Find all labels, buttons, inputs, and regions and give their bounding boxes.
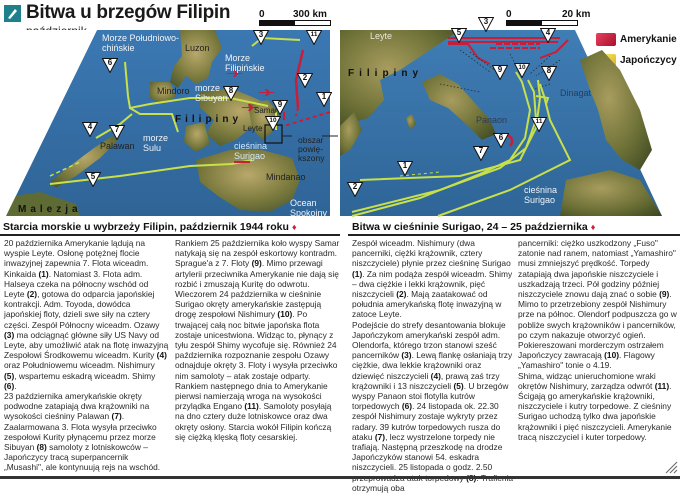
label-luzon: Luzon: [185, 43, 210, 53]
overview-map-caption: Starcia morskie u wybrzeży Filipin, październik 1944 roku ♦: [3, 221, 297, 233]
label-surigao-strait-right: cieśnina Surigao: [524, 185, 558, 205]
bullet-icon: ♦: [291, 222, 297, 232]
marker-number: 6: [107, 58, 113, 67]
paragraph: [175, 289, 340, 442]
reference-number: (6): [401, 401, 413, 412]
label-pacific-ocean: Ocean Spokojny: [290, 198, 328, 218]
paragraph: [4, 238, 169, 391]
reference-number: (9): [659, 289, 670, 300]
marker-number: 8: [546, 66, 552, 75]
reference-number: (5): [453, 380, 464, 391]
bullet-icon: ♦: [590, 222, 596, 232]
marker-number: 10: [269, 117, 277, 124]
caption-rule-left: [0, 234, 340, 236]
paragraph-text: , gotowa do odparcia japońskiej kontrakcji. Adm. Toyoda, dowódca japońskiej floty, dzieli swe siły na cztery części. Zespół Północny wiceadm. Ozawy: [4, 289, 160, 330]
label-philippines: Filipiny: [175, 114, 242, 125]
map-marker-7: [109, 125, 125, 140]
marker-number: 5: [90, 172, 96, 181]
marker-number: 9: [497, 65, 503, 74]
corner-hatch-icon: [664, 460, 678, 474]
paragraph-text: Zespół wiceadm. Nishimury (dwa pancerniki, ciężki krążownik, cztery niszczyciele) płynie przez cieśninę Surigao: [352, 238, 511, 269]
marker-number: 8: [228, 86, 234, 95]
paragraph-text: , wspartemu eskadrą wiceadm. Shimy: [14, 370, 156, 381]
marker-number: 5: [456, 28, 462, 37]
text-column-2: [175, 238, 340, 442]
paragraph-text: . Natomiast 3. Flota adm. Halseya czeka na północny wschód od Leyte: [4, 268, 149, 300]
marker-number: 11: [535, 118, 543, 125]
label-mindanao: Mindanao: [266, 172, 306, 182]
reference-number: (4): [156, 350, 167, 361]
marker-number: 7: [114, 125, 120, 134]
marker-number: 9: [277, 100, 283, 109]
paragraph-text: . Zaalarmowana 3. Flota wysyła przeciwko zespołowi Kurity płynącemu przez morze Sibuyan: [4, 411, 157, 453]
marker-number: 2: [302, 73, 308, 82]
label-palawan: Palawan: [100, 141, 135, 151]
reference-number: (10): [277, 309, 293, 320]
caption-rule-right: [348, 234, 680, 236]
paragraph-text: . Za nim podąża zespół wiceadm. Shimy – dwa ciężkie i lekki krążownik, pięć niszczycieli: [352, 268, 513, 300]
paragraph: [4, 391, 169, 473]
paragraph-text: Wieczorem 24 października w cieśninie Surigao okręty amerykańskie zastępują drogę zespołowi Nishimury: [175, 289, 322, 320]
overview-map: [0, 0, 340, 220]
label-surigao-strait: cieśnina Surigao: [234, 141, 268, 161]
label-philippines-right: Filipiny: [348, 68, 423, 79]
map-marker-10: [265, 116, 281, 131]
surigao-map-caption: Bitwa w cieśninie Surigao, 24 – 25 października ♦: [352, 221, 596, 233]
map-marker-4: [540, 28, 556, 43]
reference-number: (9): [251, 258, 262, 269]
reference-number: (10): [604, 350, 620, 361]
legend-item-americans: Amerykanie: [596, 33, 677, 46]
label-panaon: Panaon: [476, 115, 508, 125]
reference-number: (7): [374, 431, 386, 442]
paragraph-text: . Samoloty posyłają na dno cztery duże lotniskowce oraz dwa okręty osłony. Starcia wokół Filipin kończą się ciężką klęską floty cesarskiej.: [175, 401, 332, 442]
paragraph-text: samoloty z lotniskowców – Japończycy tracą superpancernik „Musashi", ale kontynuują rejs na wschód.: [4, 442, 161, 473]
paragraph-text: Shima, widząc unieruchomione wraki okrętów Nishimury, zarządza odwrót: [518, 370, 656, 391]
map-marker-3: [478, 17, 494, 32]
marker-number: 4: [545, 28, 551, 37]
reference-number: (11): [654, 380, 670, 391]
marker-number: 3: [483, 17, 489, 26]
map-marker-8: [223, 86, 239, 101]
reference-number: (2): [396, 289, 407, 300]
label-samar: Samar: [254, 106, 278, 115]
paragraph-text: . Lewą flankę osłaniają trzy ciężkie, dwa lekkie krążowniki oraz dziewięć niszczycieli: [352, 350, 513, 381]
text-column-1: [4, 238, 169, 473]
label-mindoro: Mindoro: [157, 86, 190, 96]
text-column-4: [518, 238, 678, 442]
paragraph-text: ma odciągnąć główne siły US Navy od Leyte, aby umożliwić atak na flotę inwazyjną Zespołowi Środkowemu wiceadm. Kurity: [4, 329, 169, 361]
paragraph-text: , lecz wystrzelone torpedy nie trafiają. Następną przeszkodę na drodze Japończyków stanowi 54. eskadra niszczycieli. 25 listopada o godz. 2.50: [352, 431, 503, 473]
map-marker-9: [272, 100, 288, 115]
reference-number: (6): [4, 380, 15, 391]
map-marker-11: [306, 30, 322, 45]
map-marker-1: [397, 161, 413, 176]
map-marker-5: [451, 28, 467, 43]
paragraph-text: . Mimo to przetrzebiony zespół Nishimury prze na północ. Olendorf podpuszcza go w pobliże swych krążowników i pancerników, po czym nakazuje otworzyć ogień. Pokiereszowani morderczym ostrzałem Japończycy zawracają: [518, 289, 677, 361]
reference-number: (3): [401, 350, 412, 361]
label-zoomed-area: obszar powię- kszony: [298, 135, 325, 163]
left-scale-end: 300 km: [293, 9, 327, 20]
map-marker-5: [85, 172, 101, 187]
paragraph: [352, 238, 514, 320]
reference-number: (7): [111, 411, 122, 422]
map-marker-2: [347, 182, 363, 197]
marker-number: 11: [310, 31, 318, 38]
reference-number: (3): [4, 329, 15, 340]
paragraph: [518, 238, 678, 371]
marker-number: 10: [518, 64, 526, 71]
map-marker-7: [473, 146, 489, 161]
paragraph: [518, 371, 678, 442]
paragraph-text: otrzymują oba: [352, 482, 405, 493]
paragraph-text: . Mimo przewagi artylerii przeciwnika Amerykanie nie dają się rozbić i zmuszają Kuritę do odwrotu.: [175, 258, 339, 289]
map-marker-3: [253, 30, 269, 45]
map-marker-9: [492, 65, 508, 80]
map-marker-8: [541, 66, 557, 81]
reference-number: (8): [36, 442, 47, 453]
reference-number: (1): [352, 268, 363, 279]
paragraph-text: , prawą zaś trzy krążowniki i 13 niszczycieli: [352, 370, 500, 391]
label-dinagat: Dinagat: [560, 88, 592, 98]
label-malaysia: Malezja: [18, 204, 82, 215]
paragraph-text: . U brzegów wyspy Panaon stoi flotylla kutrów torpedowych: [352, 380, 509, 412]
text-column-3: [352, 238, 514, 493]
right-scale-end: 20 km: [562, 9, 591, 20]
paragraph-text: . Ścigają go amerykańskie krążowniki, niszczyciele i kutry torpedowe. Z cieśniny Surigao uchodzą tylko dwa japońskie krążowniki i pięć niszczycieli. Amerykanie tracą niszczyciel i kuter torpedowy.: [518, 380, 672, 442]
paragraph: [175, 238, 340, 289]
marker-number: 6: [498, 133, 504, 142]
map-marker-11: [531, 117, 547, 132]
paragraph-text: .: [14, 380, 17, 391]
label-leyte-right: Leyte: [370, 31, 393, 41]
label-leyte: Leyte: [243, 124, 263, 133]
marker-number: 1: [321, 92, 327, 101]
paragraph-text: Rankiem 25 października koło wyspy Samar natykają się na zespół eskortowy kontradm. Sprague'a z 7. Floty: [175, 238, 340, 269]
paragraph-text: . 24 listopada ok. 22.30 zespół Nishimury zostaje wykryty przez radary. 39 kutrów torpedowych rusza do ataku: [352, 401, 501, 442]
marker-number: 2: [352, 182, 358, 191]
paragraph-text: . Mają zaatakować od południa amerykańską flotę inwazyjną w zatoce Leyte.: [352, 289, 502, 320]
marker-number: 3: [258, 30, 264, 39]
reference-number: (1): [38, 268, 49, 279]
marker-number: 7: [478, 146, 484, 155]
map-marker-4: [82, 122, 98, 137]
map-marker-10: [514, 63, 530, 78]
map-marker-1: [316, 92, 332, 107]
label-sulu-sea: morze Sulu: [143, 133, 169, 153]
paragraph-text: oraz Południowemu wiceadm. Nishimury: [4, 360, 155, 371]
marker-number: 4: [87, 122, 93, 131]
paragraph-text: . Po trwającej całą noc bitwie japońska flota zostaje unicestwiona. Widząc to, płynący z tyłu zespół Shimy wycofuje się. Również 24 października rozpoznanie zespołu Ozawy odnajduje okręty 3. Floty i wysyła przeciwko nim samoloty – atak zostaje odparty. Rankiem następnego dnia to Amerykanie pierwsi namierzają wroga na wysokości przylądka Engano: [175, 309, 338, 412]
right-scale-start: 0: [506, 9, 512, 20]
reference-number: (11): [244, 401, 259, 412]
reference-number: (5): [4, 370, 15, 381]
map-marker-6: [493, 133, 509, 148]
paragraph: [352, 320, 514, 493]
reference-number: (4): [430, 370, 441, 381]
legend-item-japanese: Japończycy: [596, 54, 677, 67]
left-scale-start: 0: [259, 9, 265, 20]
marker-number: 1: [402, 161, 408, 170]
paragraph-text: Podejście do strefy desantowania blokuje Japończykom amerykański zespół adm. Olendorfa, którego trzon stanowi sześć pancerników: [352, 319, 506, 361]
map-marker-6: [102, 58, 118, 73]
label-south-china-sea: Morze Południowo- chińskie: [102, 33, 180, 53]
label-philippine-sea: Morze Filipińskie: [225, 53, 265, 73]
map-marker-2: [297, 73, 313, 88]
paragraph-text: . Flagowy „Yamashiro" tonie o 4.19.: [518, 350, 655, 371]
paragraph-text: 20 października Amerykanie lądują na wyspie Leyte. Osłonę potężnej flocie inwazyjnej zapewnia 7. Flota wiceadm. Kinkaida: [4, 238, 149, 279]
label-sibuyan-sea: morze Sibuyan: [195, 83, 228, 103]
paragraph-text: pancerniki: ciężko uszkodzony „Fuso" zatonie nad ranem, natomiast „Yamashiro" musi zmniejszyć prędkość. Torpedy zatapiają dwa japońskie niszczyciele i uszkadzają trzeci. Pół godziny później niszczyciele znowu dają znać o sobie: [518, 238, 676, 300]
page-title: Bitwa u brzegów Filipin: [26, 2, 231, 23]
paragraph-text: 23 października amerykańskie okręty podwodne zatapiają dwa krążowniki na wysokości cieśniny Palawan: [4, 391, 150, 422]
reference-number: (2): [26, 289, 38, 300]
surigao-map: [340, 0, 680, 220]
